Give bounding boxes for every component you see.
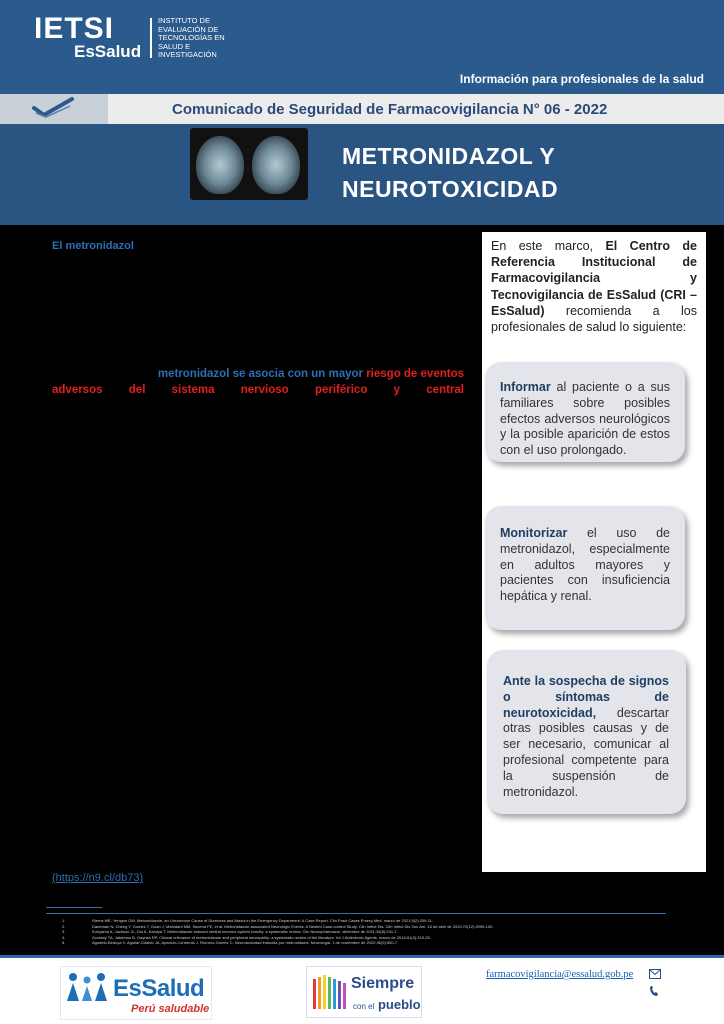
recommendation-text-suspicion xyxy=(503,674,669,800)
institute-name: INSTITUTO DE EVALUACIÓN DE TECNOLOGÍAS EN SALUD E INVESTIGACIÓN xyxy=(158,16,225,60)
family-icon xyxy=(65,971,111,1005)
con-el-text: con el xyxy=(353,1002,375,1011)
recommendation-body: descartar otras posibles causas y de ser necesario, comunicar al profesional competente para la suspensión de metronidazol. xyxy=(503,705,669,799)
contact-email-link[interactable]: farmacovigilancia@essalud.gob.pe xyxy=(486,969,634,980)
bulletin-title: Comunicado de Seguridad de Farmacovigilancia N° 06 - 2022 xyxy=(172,101,608,118)
brain-scan-right xyxy=(252,136,300,194)
recommendation-body: el uso de metronidazol, especialmente en adultos mayores y pacientes con insuficiencia hepática y renal. xyxy=(500,526,670,604)
recommendation-keyword: Ante la sospecha de signos o síntomas de neurotoxicidad, xyxy=(503,674,669,720)
main-title-line1: METRONIDAZOL Y xyxy=(342,143,556,169)
brain-scan-left xyxy=(196,136,244,194)
reference-item: 4. Goolsby TA, Jakeman B, Gaynes RP. Clinical relevance of metronidazole and peripheral neuropathy: a systematic review of the literature. Int J Antimicrob Agents. marzo de 2018;51(3):319-25. xyxy=(62,934,431,940)
recommendation-text-inform xyxy=(500,380,670,459)
reference-item: 1. Sterns ME, Yenigun OM. Metronidazole, an Uncommon Cause of Dizziness and Ataxia in the Emergency Department: A Case Report. Clin Pract Cases Emerg Med. marzo de 2021;5(2):209-11. xyxy=(62,918,433,923)
ietsi-logo-sub: EsSalud xyxy=(74,42,142,61)
association-risk: riesgo de eventos xyxy=(366,368,464,380)
logo-divider xyxy=(150,18,152,58)
source-link[interactable]: (https://n9.cl/db73) xyxy=(52,872,144,884)
intro-post: recomienda a los profesionales de salud lo siguiente: xyxy=(491,303,697,335)
recommendations-intro xyxy=(491,238,697,335)
intro-center-name: El Centro de Referencia Institucional de Farmacovigilancia y Tecnovigilancia de EsSalud (CRI – EsSalud) xyxy=(491,239,697,318)
lead-word: El metronidazol xyxy=(52,240,134,252)
colored-stripes-icon xyxy=(313,975,347,1013)
recommendation-keyword: Informar xyxy=(500,380,551,394)
association-line2: adversos del sistema nervioso periférico y central xyxy=(52,384,464,396)
essalud-tagline: Perú saludable xyxy=(131,1003,210,1015)
ietsi-logo: IETSI xyxy=(34,12,115,45)
brain-scan-image xyxy=(190,128,308,200)
intro-pre: En este marco, xyxy=(491,239,593,253)
pueblo-word: pueblo xyxy=(377,997,421,1012)
essalud-logo xyxy=(60,966,212,1020)
association-line1 xyxy=(52,368,464,380)
mail-icon xyxy=(649,969,661,979)
siempre-text: Siempre xyxy=(351,975,415,992)
recommendation-keyword: Monitorizar xyxy=(500,526,568,540)
essalud-name: EsSalud xyxy=(113,975,205,1002)
references-list xyxy=(62,918,662,946)
reference-item: 5. Agudelo-Bedoya V, Aguilar-Giraldo JA, Aparicio-Contreras J, Romero-Gómez C. Neurotoxicidad inducida por metronidazol. Neurologia. 1 de noviembre de 2022;36(9):550-7. xyxy=(62,940,399,946)
main-title-line2: NEUROTOXICIDAD xyxy=(342,176,559,202)
recommendation-body: al paciente o a sus familiares sobre posibles efectos adversos neurológicos y la posible aparición de estos con el uso prolongado. xyxy=(500,380,670,458)
association-drug: metronidazol se asocia con un mayor xyxy=(157,368,363,380)
reference-item: 3. Kuriyama A, Jackson JL, Doi A, Kamiya T. Metronidazole-induced central nervous system toxicity: a systematic review. Clin Neuropharmacol. diciembre de 2011;34(6):241-7. xyxy=(62,929,398,935)
recommendation-text-monitor xyxy=(500,526,670,605)
references-rule xyxy=(46,913,666,914)
pueblo-text xyxy=(353,997,421,1012)
checkmark-icon xyxy=(30,96,76,118)
siempre-con-el-pueblo-logo xyxy=(306,966,422,1018)
phone-icon xyxy=(649,985,659,997)
audience-label: Información para profesionales de la salud xyxy=(459,72,704,86)
main-title xyxy=(342,140,558,206)
references-rule-short xyxy=(46,907,102,908)
reference-item: 2. Daneman N, Cheng Y, Gomes T, Guan J, Mamdani MM, Saxena FE, et al. Metronidazole-associated Neurologic Events: A Nested Case-control Study. Clin Infect Dis. Clin Infect Dis Soc Am. 16 de abril de 2020;72(12):2095-100. xyxy=(62,923,494,929)
